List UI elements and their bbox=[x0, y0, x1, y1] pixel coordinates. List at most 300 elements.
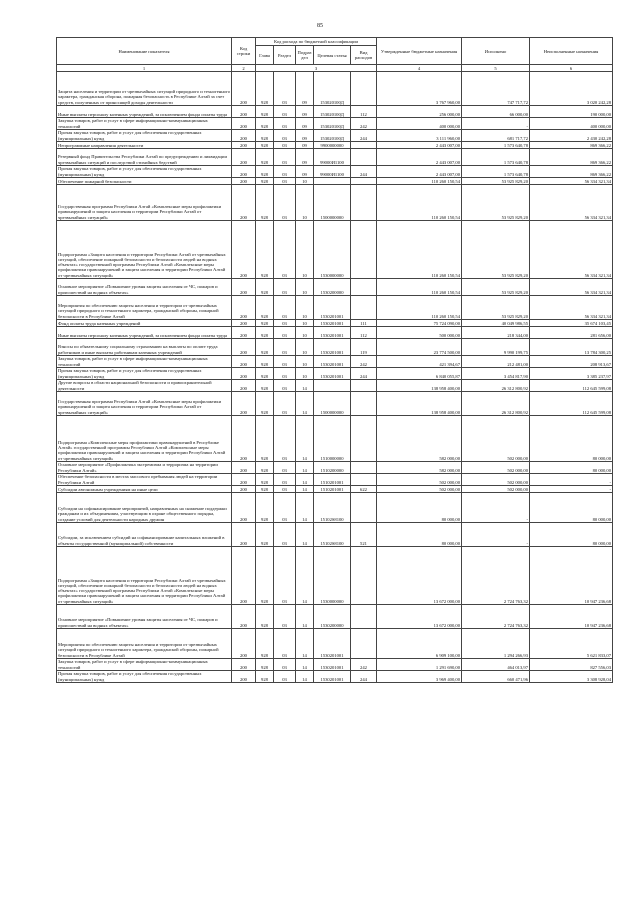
row-approved: 2 443 007,00 bbox=[377, 166, 462, 178]
row-approved: 110 260 150,54 bbox=[377, 279, 462, 296]
table-row bbox=[57, 279, 613, 296]
row-expense-type bbox=[351, 462, 377, 474]
row-code: 200 bbox=[232, 462, 256, 474]
row-approved: 110 260 150,54 bbox=[377, 178, 462, 185]
row-section: 03 bbox=[274, 72, 296, 106]
row-name: Прочая закупка товаров, работ и услуг для обеспечения государственных (муниципальных) нужд bbox=[57, 368, 232, 380]
column-number: 4 bbox=[377, 65, 462, 72]
row-approved: 23 774 500,00 bbox=[377, 339, 462, 356]
row-section: 03 bbox=[274, 416, 296, 462]
row-code: 200 bbox=[232, 416, 256, 462]
column-numbers-row bbox=[57, 65, 613, 72]
row-chapter: 928 bbox=[256, 392, 274, 416]
header-expense-type: Вид расходов bbox=[351, 46, 377, 65]
row-expense-type bbox=[351, 296, 377, 320]
row-executed: 502 000,00 bbox=[462, 416, 530, 462]
row-code: 200 bbox=[232, 149, 256, 166]
row-executed: 26 312 800,92 bbox=[462, 380, 530, 392]
row-executed: 53 925 829,20 bbox=[462, 296, 530, 320]
row-approved: 75 724 090,00 bbox=[377, 320, 462, 327]
row-code: 200 bbox=[232, 486, 256, 493]
row-expense-type: 112 bbox=[351, 327, 377, 339]
row-section: 03 bbox=[274, 327, 296, 339]
column-number: 6 bbox=[530, 65, 613, 72]
row-chapter: 928 bbox=[256, 130, 274, 142]
row-subsection: 09 bbox=[296, 72, 314, 106]
row-name: Непрограммные направления деятельности bbox=[57, 142, 232, 149]
budget-execution-table bbox=[56, 37, 613, 683]
row-chapter: 928 bbox=[256, 605, 274, 629]
row-name: Прочая закупка товаров, работ и услуг для обеспечения государственных (муниципальных) нужд bbox=[57, 130, 232, 142]
table-row bbox=[57, 392, 613, 416]
row-approved: 1 291 690,00 bbox=[377, 659, 462, 671]
row-section: 03 bbox=[274, 659, 296, 671]
row-target-article: 1530201001 bbox=[314, 671, 351, 683]
row-name: Обеспечение безопасности в местах массового пребывания людей на территории Республики Алтай bbox=[57, 474, 232, 486]
row-code: 200 bbox=[232, 392, 256, 416]
table-row bbox=[57, 523, 613, 547]
row-executed: 53 925 829,20 bbox=[462, 185, 530, 221]
row-executed: 2 724 763,32 bbox=[462, 605, 530, 629]
row-executed: - bbox=[462, 493, 530, 523]
row-target-article: 1530200000 bbox=[314, 605, 351, 629]
row-code: 200 bbox=[232, 118, 256, 130]
table-row bbox=[57, 462, 613, 474]
row-name: Закупка товаров, работ и услуг в сфере информационно-коммуникационных технологий bbox=[57, 659, 232, 671]
row-section: 03 bbox=[274, 629, 296, 659]
row-chapter: 928 bbox=[256, 380, 274, 392]
row-name: Взносы по обязательному социальному страхованию на выплаты по оплате труда работников и иные выплаты работникам казенных учреждений bbox=[57, 339, 232, 356]
row-section: 03 bbox=[274, 368, 296, 380]
row-code: 200 bbox=[232, 671, 256, 683]
row-executed: 3 454 817,90 bbox=[462, 368, 530, 380]
row-approved: 13 672 000,00 bbox=[377, 605, 462, 629]
row-subsection: 14 bbox=[296, 671, 314, 683]
row-expense-type: 622 bbox=[351, 486, 377, 493]
row-code: 200 bbox=[232, 368, 256, 380]
table-row bbox=[57, 659, 613, 671]
row-code: 200 bbox=[232, 380, 256, 392]
row-chapter: 928 bbox=[256, 547, 274, 605]
row-executed: 502 000,00 bbox=[462, 486, 530, 493]
row-approved: 13 672 000,00 bbox=[377, 547, 462, 605]
row-name: Подпрограмма «Комплексные меры профилактики правонарушений в Республике Алтай» государственной программы Республики Алтай «Комплексные меры профилактики правонарушений и защита населения и территории Республики Алтай от чрезвычайных ситуаций» bbox=[57, 416, 232, 462]
row-name: Резервный фонд Правительства Республики Алтай по предупреждению и ликвидации чрезвычайных ситуаций и последствий стихийных бедствий bbox=[57, 149, 232, 166]
row-executed: - bbox=[462, 118, 530, 130]
row-subsection: 14 bbox=[296, 523, 314, 547]
row-chapter: 928 bbox=[256, 320, 274, 327]
row-subsection: 10 bbox=[296, 327, 314, 339]
table-row bbox=[57, 142, 613, 149]
row-unexecuted: 190 000,00 bbox=[530, 106, 613, 118]
row-code: 200 bbox=[232, 327, 256, 339]
row-executed: 218 344,00 bbox=[462, 327, 530, 339]
header-approved: Утвержденные бюджетные назначения bbox=[377, 38, 462, 65]
header-section: Раздел bbox=[274, 46, 296, 65]
row-name: Основное мероприятие «Повышение уровня защиты населения от ЧС, пожаров и происшествий на водных объектах» bbox=[57, 605, 232, 629]
row-approved: 138 958 400,00 bbox=[377, 380, 462, 392]
table-row bbox=[57, 296, 613, 320]
row-expense-type: 521 bbox=[351, 523, 377, 547]
row-unexecuted: 400 000,00 bbox=[530, 118, 613, 130]
row-unexecuted: 80 000,00 bbox=[530, 493, 613, 523]
page-number: 85 bbox=[317, 23, 323, 29]
row-executed: 1 573 640,78 bbox=[462, 166, 530, 178]
row-chapter: 928 bbox=[256, 462, 274, 474]
table-row bbox=[57, 605, 613, 629]
table-row bbox=[57, 106, 613, 118]
row-subsection: 10 bbox=[296, 221, 314, 279]
row-target-article: 1510200000 bbox=[314, 462, 351, 474]
row-approved: 6 840 055,87 bbox=[377, 368, 462, 380]
row-target-article: 99000И1100 bbox=[314, 149, 351, 166]
row-subsection: 14 bbox=[296, 380, 314, 392]
row-expense-type: 119 bbox=[351, 339, 377, 356]
row-subsection: 10 bbox=[296, 368, 314, 380]
row-approved: 3 969 400,00 bbox=[377, 671, 462, 683]
row-unexecuted: 35 674 103,45 bbox=[530, 320, 613, 327]
row-code: 200 bbox=[232, 523, 256, 547]
row-target-article: 1510201001 bbox=[314, 474, 351, 486]
row-unexecuted: 56 334 321,34 bbox=[530, 185, 613, 221]
row-name: Мероприятия по обеспечению защиты населения и территории от чрезвычайных ситуаций природного и техногенного характера, гражданской обороны, пожарной безопасности в Республике Алтай bbox=[57, 296, 232, 320]
row-section: 03 bbox=[274, 671, 296, 683]
table-row bbox=[57, 629, 613, 659]
row-unexecuted: 56 334 321,34 bbox=[530, 296, 613, 320]
row-section: 03 bbox=[274, 118, 296, 130]
row-code: 200 bbox=[232, 605, 256, 629]
row-expense-type bbox=[351, 493, 377, 523]
row-target-article: 1530201001 bbox=[314, 659, 351, 671]
row-unexecuted: - bbox=[530, 486, 613, 493]
row-subsection: 10 bbox=[296, 356, 314, 368]
row-section: 03 bbox=[274, 474, 296, 486]
row-code: 200 bbox=[232, 547, 256, 605]
row-expense-type bbox=[351, 185, 377, 221]
row-unexecuted: 3 385 237,97 bbox=[530, 368, 613, 380]
row-expense-type: 111 bbox=[351, 320, 377, 327]
row-name: Мероприятия по обеспечению защиты населения и территории от чрезвычайных ситуаций природного и техногенного характера, гражданской обороны, пожарной безопасности в Республике Алтай bbox=[57, 629, 232, 659]
row-code: 200 bbox=[232, 279, 256, 296]
row-expense-type bbox=[351, 605, 377, 629]
table-row bbox=[57, 149, 613, 166]
table-row bbox=[57, 130, 613, 142]
row-expense-type bbox=[351, 416, 377, 462]
row-unexecuted: 10 947 236,68 bbox=[530, 547, 613, 605]
row-name: Иные выплаты персоналу казенных учреждений, за исключением фонда оплаты труда bbox=[57, 106, 232, 118]
row-code: 200 bbox=[232, 185, 256, 221]
row-section: 03 bbox=[274, 185, 296, 221]
row-section: 03 bbox=[274, 296, 296, 320]
row-code: 200 bbox=[232, 106, 256, 118]
table-row bbox=[57, 185, 613, 221]
row-target-article: 1530201001 bbox=[314, 368, 351, 380]
row-subsection: 14 bbox=[296, 416, 314, 462]
header-chapter: Глава bbox=[256, 46, 274, 65]
row-unexecuted: 80 000,00 bbox=[530, 462, 613, 474]
row-expense-type bbox=[351, 474, 377, 486]
row-executed: 66 000,00 bbox=[462, 106, 530, 118]
row-approved: 582 000,00 bbox=[377, 462, 462, 474]
row-target-article: 1530201001 bbox=[314, 356, 351, 368]
row-chapter: 928 bbox=[256, 149, 274, 166]
row-target-article: 99000И1100 bbox=[314, 166, 351, 178]
row-target-article: 1510201001 bbox=[314, 486, 351, 493]
row-section: 03 bbox=[274, 166, 296, 178]
row-unexecuted: 5 621 833,07 bbox=[530, 629, 613, 659]
row-section: 03 bbox=[274, 221, 296, 279]
row-unexecuted: 10 947 236,68 bbox=[530, 605, 613, 629]
row-executed: 502 000,00 bbox=[462, 462, 530, 474]
row-section: 03 bbox=[274, 462, 296, 474]
row-target-article: 1510000000 bbox=[314, 416, 351, 462]
row-name: Защита населения и территории от чрезвычайных ситуаций природного и техногенного характера, гражданская оборона, пожарная безопасность в Республике Алтай за счет средств, полученных от приносящей доходы деятельности bbox=[57, 72, 232, 106]
row-section: 03 bbox=[274, 149, 296, 166]
row-unexecuted: 869 366,22 bbox=[530, 149, 613, 166]
row-approved: 400 000,00 bbox=[377, 118, 462, 130]
row-expense-type bbox=[351, 142, 377, 149]
row-target-article: 153020100Д bbox=[314, 130, 351, 142]
row-subsection: 10 bbox=[296, 178, 314, 185]
header-budget-classification: Код расхода по бюджетной классификации bbox=[256, 38, 377, 46]
row-section: 03 bbox=[274, 547, 296, 605]
row-target-article: 1500000000 bbox=[314, 392, 351, 416]
row-unexecuted: 208 913,67 bbox=[530, 356, 613, 368]
table-row bbox=[57, 368, 613, 380]
row-target-article: 1530000000 bbox=[314, 547, 351, 605]
header-unexecuted: Неисполненные назначения bbox=[530, 38, 613, 65]
row-code: 200 bbox=[232, 296, 256, 320]
row-approved: 138 958 400,00 bbox=[377, 392, 462, 416]
row-code: 200 bbox=[232, 221, 256, 279]
row-approved: 80 000,00 bbox=[377, 493, 462, 523]
row-target-article: 1530000000 bbox=[314, 221, 351, 279]
row-expense-type bbox=[351, 221, 377, 279]
row-chapter: 928 bbox=[256, 356, 274, 368]
row-chapter: 928 bbox=[256, 221, 274, 279]
table-row bbox=[57, 416, 613, 462]
row-section: 03 bbox=[274, 486, 296, 493]
row-expense-type bbox=[351, 629, 377, 659]
header-name: Наименование показателя bbox=[57, 38, 232, 65]
row-section: 03 bbox=[274, 356, 296, 368]
row-code: 200 bbox=[232, 142, 256, 149]
row-name: Основное мероприятие «Профилактика экстремизма и терроризма на территории Республики Алтай» bbox=[57, 462, 232, 474]
table-row bbox=[57, 547, 613, 605]
row-chapter: 928 bbox=[256, 185, 274, 221]
row-executed: 40 049 986,55 bbox=[462, 320, 530, 327]
row-section: 03 bbox=[274, 320, 296, 327]
row-expense-type bbox=[351, 149, 377, 166]
row-target-article: 1530201001 bbox=[314, 629, 351, 659]
row-code: 200 bbox=[232, 493, 256, 523]
row-unexecuted: 112 645 599,08 bbox=[530, 380, 613, 392]
row-approved: 500 000,00 bbox=[377, 327, 462, 339]
row-unexecuted: 112 645 599,08 bbox=[530, 392, 613, 416]
row-subsection: 14 bbox=[296, 605, 314, 629]
column-number: 1 bbox=[57, 65, 232, 72]
row-name: Основное мероприятие «Повышение уровня защиты населения от ЧС, пожаров и происшествий на водных объектах» bbox=[57, 279, 232, 296]
row-chapter: 928 bbox=[256, 416, 274, 462]
row-approved: 3 111 960,00 bbox=[377, 130, 462, 142]
row-executed: 9 990 199,75 bbox=[462, 339, 530, 356]
column-number: 5 bbox=[462, 65, 530, 72]
row-name: Закупка товаров, работ и услуг в сфере информационно-коммуникационных технологий bbox=[57, 356, 232, 368]
table-row bbox=[57, 474, 613, 486]
row-name: Государственная программа Республики Алтай «Комплексные меры профилактики правонарушений и защита населения и территории Республики Алтай от чрезвычайных ситуаций» bbox=[57, 185, 232, 221]
row-target-article: 9900000000 bbox=[314, 142, 351, 149]
row-chapter: 928 bbox=[256, 659, 274, 671]
row-subsection: 14 bbox=[296, 493, 314, 523]
row-chapter: 928 bbox=[256, 523, 274, 547]
row-target-article: 1530201001 bbox=[314, 339, 351, 356]
table-row bbox=[57, 118, 613, 130]
row-subsection: 14 bbox=[296, 629, 314, 659]
row-code: 200 bbox=[232, 72, 256, 106]
row-subsection: 14 bbox=[296, 392, 314, 416]
column-number: 3 bbox=[256, 65, 377, 72]
row-approved: 502 000,00 bbox=[377, 486, 462, 493]
row-unexecuted: 56 334 321,34 bbox=[530, 221, 613, 279]
row-subsection: 14 bbox=[296, 462, 314, 474]
header-executed: Исполнено bbox=[462, 38, 530, 65]
row-name: Фонд оплаты труда казенных учреждений bbox=[57, 320, 232, 327]
row-subsection: 14 bbox=[296, 659, 314, 671]
row-unexecuted: 56 334 321,34 bbox=[530, 279, 613, 296]
header-subsection: Подраз дел bbox=[296, 46, 314, 65]
row-code: 200 bbox=[232, 130, 256, 142]
row-chapter: 928 bbox=[256, 327, 274, 339]
row-name: Другие вопросы в области национальной безопасности и правоохранительной деятельности bbox=[57, 380, 232, 392]
row-unexecuted: 827 556,03 bbox=[530, 659, 613, 671]
row-name: Подпрограмма «Защита населения и территории Республики Алтай от чрезвычайных ситуаций, обеспечение пожарной безопасности и безопасности людей на водных объектах» государственной программы Республики Алтай «Комплексные меры профилактики правонарушений и защита населения и территории Республики Алтай от чрезвычайных ситуаций» bbox=[57, 547, 232, 605]
row-expense-type: 244 bbox=[351, 671, 377, 683]
row-name: Иные выплаты персоналу казенных учреждений, за исключением фонда оплаты труда bbox=[57, 327, 232, 339]
row-expense-type: 242 bbox=[351, 118, 377, 130]
row-target-article: 1530201001 bbox=[314, 296, 351, 320]
table-row bbox=[57, 671, 613, 683]
table-row bbox=[57, 166, 613, 178]
row-name: Обеспечение пожарной безопасности bbox=[57, 178, 232, 185]
row-expense-type: 242 bbox=[351, 659, 377, 671]
table-body bbox=[57, 72, 613, 683]
row-subsection: 10 bbox=[296, 339, 314, 356]
row-approved: 256 000,00 bbox=[377, 106, 462, 118]
row-executed: 660 471,96 bbox=[462, 671, 530, 683]
row-executed: 1 294 266,93 bbox=[462, 629, 530, 659]
row-expense-type bbox=[351, 380, 377, 392]
row-executed: 53 925 829,20 bbox=[462, 221, 530, 279]
row-code: 200 bbox=[232, 474, 256, 486]
row-unexecuted: 80 000,00 bbox=[530, 416, 613, 462]
row-subsection: 10 bbox=[296, 279, 314, 296]
row-chapter: 928 bbox=[256, 118, 274, 130]
row-chapter: 928 bbox=[256, 178, 274, 185]
row-executed: 464 013,97 bbox=[462, 659, 530, 671]
row-unexecuted: 2 430 242,28 bbox=[530, 130, 613, 142]
row-expense-type: 244 bbox=[351, 166, 377, 178]
row-expense-type: 112 bbox=[351, 106, 377, 118]
row-subsection: 14 bbox=[296, 486, 314, 493]
row-chapter: 928 bbox=[256, 486, 274, 493]
row-subsection: 10 bbox=[296, 296, 314, 320]
row-expense-type bbox=[351, 178, 377, 185]
row-subsection: 09 bbox=[296, 166, 314, 178]
row-target-article bbox=[314, 178, 351, 185]
row-target-article: 153020100Д bbox=[314, 118, 351, 130]
row-chapter: 928 bbox=[256, 106, 274, 118]
row-executed: 2 724 763,32 bbox=[462, 547, 530, 605]
row-unexecuted: 80 000,00 bbox=[530, 523, 613, 547]
table-row bbox=[57, 339, 613, 356]
row-code: 200 bbox=[232, 629, 256, 659]
row-section: 03 bbox=[274, 380, 296, 392]
row-executed: 26 312 800,92 bbox=[462, 392, 530, 416]
row-executed: 53 925 829,20 bbox=[462, 178, 530, 185]
row-executed: 502 000,00 bbox=[462, 474, 530, 486]
table-row bbox=[57, 380, 613, 392]
row-executed: 747 717,72 bbox=[462, 72, 530, 106]
row-target-article: 15102S8100 bbox=[314, 493, 351, 523]
header-target-article: Целевая статья bbox=[314, 46, 351, 65]
row-approved: 421 394,67 bbox=[377, 356, 462, 368]
table-row bbox=[57, 320, 613, 327]
row-target-article: 15102S8100 bbox=[314, 523, 351, 547]
table-row bbox=[57, 178, 613, 185]
row-target-article: 1530201001 bbox=[314, 320, 351, 327]
row-name: Государственная программа Республики Алтай «Комплексные меры профилактики правонарушений и защита населения и территории Республики Алтай от чрезвычайных ситуаций» bbox=[57, 392, 232, 416]
row-name: Прочая закупка товаров, работ и услуг для обеспечения государственных (муниципальных) нужд bbox=[57, 671, 232, 683]
row-approved: 110 260 150,54 bbox=[377, 185, 462, 221]
row-approved: 6 909 100,00 bbox=[377, 629, 462, 659]
row-chapter: 928 bbox=[256, 142, 274, 149]
row-section: 03 bbox=[274, 392, 296, 416]
row-executed: 1 573 640,78 bbox=[462, 149, 530, 166]
row-code: 200 bbox=[232, 339, 256, 356]
row-unexecuted: 56 334 321,34 bbox=[530, 178, 613, 185]
row-executed: 53 925 829,20 bbox=[462, 279, 530, 296]
row-executed: 212 481,00 bbox=[462, 356, 530, 368]
row-chapter: 928 bbox=[256, 368, 274, 380]
row-chapter: 928 bbox=[256, 72, 274, 106]
row-expense-type: 242 bbox=[351, 356, 377, 368]
row-approved: 80 000,00 bbox=[377, 523, 462, 547]
row-unexecuted: - bbox=[530, 474, 613, 486]
table-row bbox=[57, 493, 613, 523]
row-code: 200 bbox=[232, 166, 256, 178]
header-row-code: Код строки bbox=[232, 38, 256, 65]
row-target-article: 153020100Д bbox=[314, 72, 351, 106]
row-name: Закупка товаров, работ и услуг в сфере информационно-коммуникационных технологий bbox=[57, 118, 232, 130]
row-subsection: 09 bbox=[296, 142, 314, 149]
row-name: Субсидии, за исключением субсидий на софинансирование капитальных вложений в объекты государственной (муниципальной) собственности bbox=[57, 523, 232, 547]
row-section: 03 bbox=[274, 130, 296, 142]
row-target-article: 153020100Д bbox=[314, 106, 351, 118]
row-chapter: 928 bbox=[256, 629, 274, 659]
row-code: 200 bbox=[232, 659, 256, 671]
row-code: 200 bbox=[232, 356, 256, 368]
row-executed: 681 717,72 bbox=[462, 130, 530, 142]
row-name: Прочая закупка товаров, работ и услуг для обеспечения государственных (муниципальных) нужд bbox=[57, 166, 232, 178]
row-section: 03 bbox=[274, 142, 296, 149]
row-subsection: 10 bbox=[296, 185, 314, 221]
row-subsection: 09 bbox=[296, 118, 314, 130]
row-section: 03 bbox=[274, 605, 296, 629]
row-chapter: 928 bbox=[256, 671, 274, 683]
row-chapter: 928 bbox=[256, 166, 274, 178]
row-name: Субсидии автономным учреждениям на иные цели bbox=[57, 486, 232, 493]
row-expense-type bbox=[351, 392, 377, 416]
